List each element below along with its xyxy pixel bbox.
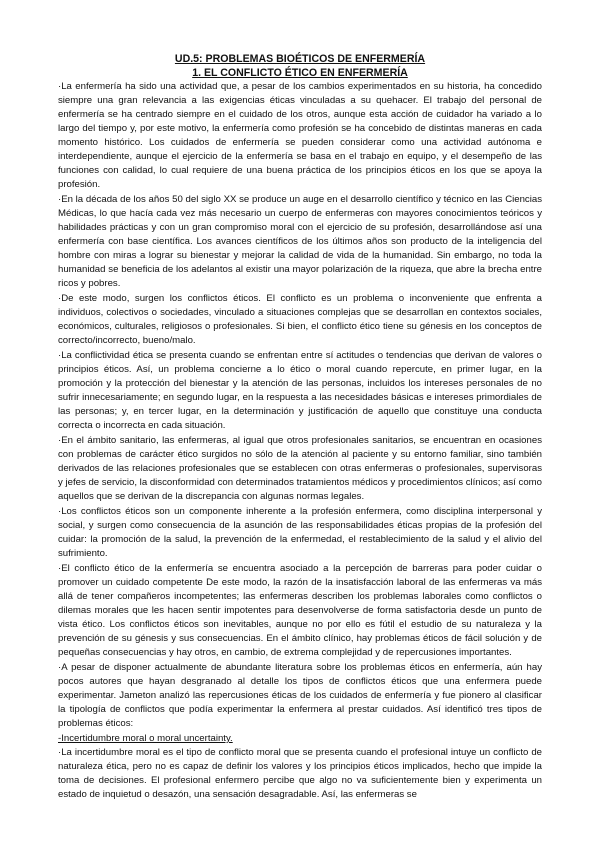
document-body: [58, 52, 542, 803]
paragraph-4: ·La conflictividad ética se presenta cuando se enfrentan entre sí actitudes o tendencias que derivan de valores o principios éticos. Así, un problema concierne a lo ético o moral cuando repercute, en primer lugar, en la promoción y la protección del bienestar y la atención de las personas, incluidos los intereses personales de no sufrir innecesariamente; en segundo lugar, en la respuesta a las necesidades básicas e intereses primordiales de las personas; y, en tercer lugar, en la determinación y justificación de aquello que constituye una conducta correcta o incorrecta en cada situación.: [58, 350, 542, 431]
paragraph-3: ·De este modo, surgen los conflictos éticos. El conflicto es un problema o inconveniente que enfrenta a individuos, colectivos o sociedades, vinculado a situaciones complejas que se desarrollan en contextos sociales, económicos, culturales, religiosos o profesionales. Si bien, el conflicto ético tiene su génesis en los conceptos de correcto/incorrecto, bueno/malo.: [58, 293, 542, 346]
paragraph-5: ·En el ámbito sanitario, las enfermeras, al igual que otros profesionales sanitarios, se encuentran en ocasiones con problemas de carácter ético surgidos no sólo de la atención al paciente y su entorno familiar, sino también derivados de las relaciones profesionales que se establecen con otras enfermeras o profesionales, supervisoras y jefes de servicio, la disconformidad con determinados tratamientos médicos y procedimientos clínicos; así como aquellos que se derivan de la discrepancia con algunas normas legales.: [58, 435, 542, 502]
paragraph-1: ·La enfermería ha sido una actividad que, a pesar de los cambios experimentados en su historia, ha concedido siempre una gran relevancia a las exigencias éticas vinculadas a su quehacer. El trabajo del personal de enfermería se ha centrado siempre en el cuidado de los otros, aunque esta acción de cuidador ha variado a lo largo del tiempo y, por este motivo, la enfermería como profesión se ha concebido de distintas maneras en cada momento histórico. Los cuidados de enfermería se pueden considerar como una actividad autónoma e interdependiente, aunque el ejercicio de la enfermería se basa en el trabajo en equipo, y el desempeño de las funciones con calidad, lo cual requiere de una buena práctica de los principios éticos en los que se apoya la profesión.: [58, 81, 542, 190]
paragraph-7: ·El conflicto ético de la enfermería se encuentra asociado a la percepción de barreras para poder cuidar o promover un cuidado competente De este modo, la razón de la insatisfacción laboral de las enfermeras va más allá de tener compañeros incompetentes; las enfermeras describen los problemas laborales como conflictos o dilemas morales que les hacen sentir impotentes para desenvolverse de forma satisfactoria desde un punto de vista ético. Los conflictos éticos son inevitables, aunque no por ello es fútil el estudio de su naturaleza y la prevención de su génesis y sus consecuencias. En el ámbito clínico, hay problemas éticos de fácil solución y de pequeñas consecuencias y hay otros, en cambio, de extrema complejidad y de repercusiones importantes.: [58, 563, 542, 658]
section-title: 1. EL CONFLICTO ÉTICO EN ENFERMERÍA: [192, 67, 408, 79]
subheading-moral-uncertainty: -Incertidumbre moral o moral uncertainty.: [58, 733, 233, 744]
paragraph-9: ·La incertidumbre moral es el tipo de conflicto moral que se presenta cuando el profesional intuye un conflicto de naturaleza ética, pero no es capaz de definir los valores y los principios éticos implicados, hecho que impide la toma de decisiones. El profesional enfermero percibe que algo no va suficientemente bien y experimenta un estado de inquietud o desazón, una sensación desagradable. Así, las enfermeras se: [58, 747, 542, 800]
unit-title: UD.5: PROBLEMAS BIOÉTICOS DE ENFERMERÍA: [174, 53, 426, 65]
paragraph-6: ·Los conflictos éticos son un componente inherente a la profesión enfermera, como disciplina interpersonal y social, y surgen como consecuencia de la asunción de las responsabilidades éticas propias de la profesión del cuidar: la promoción de la salud, la prevención de la enfermedad, el restablecimiento de la salud y el alivio del sufrimiento.: [58, 506, 542, 559]
paragraph-2: ·En la década de los años 50 del siglo XX se produce un auge en el desarrollo científico y técnico en las Ciencias Médicas, lo que hacía cada vez más necesario un cuerpo de enfermeras con mayores conocimientos teóricos y habilidades prácticas y con un gran compromiso moral con el ejercicio de su profesión, desarrollándose así una enfermería con base científica. Los avances científicos de los últimos años son producto de la inteligencia del hombre con miras a lograr su bienestar y mejorar la calidad de vida de la humanidad. Sin embargo, no toda la humanidad se beneficia de los adelantos al existir una mayor polarización de la riqueza, que abre la brecha entre ricos y pobres.: [58, 194, 542, 289]
paragraph-8: ·A pesar de disponer actualmente de abundante literatura sobre los problemas éticos en enfermería, aún hay pocos autores que hayan desgranado al detalle los tipos de conflictos éticos que una enfermera puede experimentar. Jameton analizó las repercusiones éticas de los cuidados de enfermería y fue pionero al clasificar la tipología de conflictos que podía experimentar la enfermera al prestar cuidados. Así identificó tres tipos de problemas éticos:: [58, 662, 542, 729]
